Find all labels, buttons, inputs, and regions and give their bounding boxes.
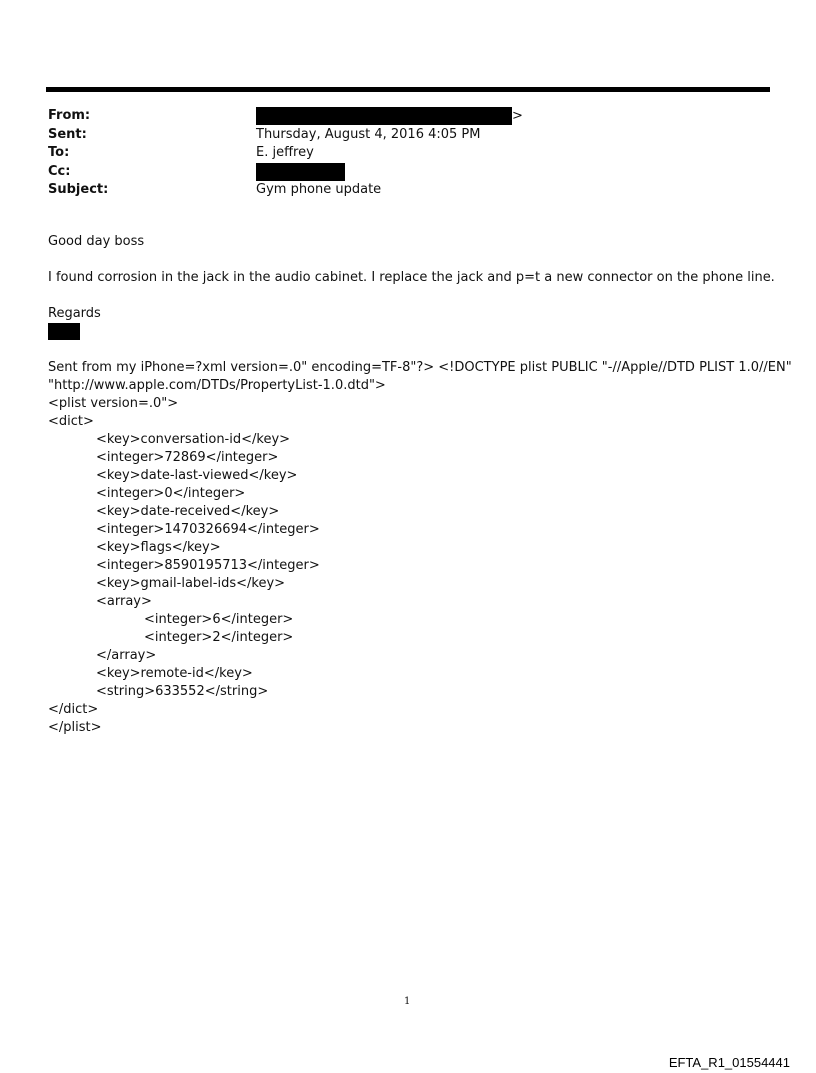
xml-line: <integer>6</integer> <box>144 612 294 627</box>
from-label: From: <box>48 108 91 123</box>
closing: Regards <box>48 306 101 321</box>
cc-label: Cc: <box>48 163 71 179</box>
xml-line: </plist> <box>48 720 102 735</box>
xml-line: Sent from my iPhone=?xml version=.0" encoding=TF-8"?> <!DOCTYPE plist PUBLIC "-//Apple//DTD PLIST 1.0//EN" <box>48 360 792 375</box>
cc-value <box>256 163 345 182</box>
document-id: EFTA_R1_01554441 <box>668 1055 790 1070</box>
redaction-block <box>256 107 512 125</box>
xml-line: <dict> <box>48 414 94 429</box>
greeting: Good day boss <box>48 234 145 249</box>
redaction-block <box>256 163 345 181</box>
xml-line: <array> <box>96 594 152 609</box>
header-rule <box>46 87 770 92</box>
signature-redaction <box>48 323 80 340</box>
message-text: I found corrosion in the jack in the audio cabinet. I replace the jack and p=t a new connector on the phone line. <box>48 270 775 285</box>
xml-line: <integer>72869</integer> <box>96 450 279 465</box>
xml-line: <integer>0</integer> <box>96 486 246 501</box>
plist-signature <box>48 359 792 737</box>
sent-value: Thursday, August 4, 2016 4:05 PM <box>256 126 481 142</box>
subject-value: Gym phone update <box>256 182 382 197</box>
xml-line: "http://www.apple.com/DTDs/PropertyList-1.0.dtd"> <box>48 378 386 393</box>
email-body <box>48 233 788 341</box>
to-value: E. jeffrey <box>256 145 314 160</box>
xml-line: <key>gmail-label-ids</key> <box>96 576 286 591</box>
sent-label: Sent: <box>48 126 87 142</box>
from-value <box>256 107 523 126</box>
page-number: 1 <box>404 996 411 1007</box>
xml-line: </array> <box>96 648 157 663</box>
xml-line: <integer>2</integer> <box>144 630 294 645</box>
xml-line: <plist version=.0"> <box>48 396 179 411</box>
to-label: To: <box>48 145 70 160</box>
xml-line: <key>flags</key> <box>96 540 221 555</box>
xml-line: </dict> <box>48 702 99 717</box>
xml-line: <integer>8590195713</integer> <box>96 558 320 573</box>
xml-line: <integer>1470326694</integer> <box>96 522 320 537</box>
xml-line: <key>conversation-id</key> <box>96 432 291 447</box>
xml-line: <key>remote-id</key> <box>96 666 253 681</box>
xml-line: <key>date-received</key> <box>96 504 280 519</box>
subject-label: Subject: <box>48 182 109 197</box>
xml-line: <string>633552</string> <box>96 684 269 699</box>
from-suffix: > <box>512 108 523 124</box>
xml-line: <key>date-last-viewed</key> <box>96 468 298 483</box>
